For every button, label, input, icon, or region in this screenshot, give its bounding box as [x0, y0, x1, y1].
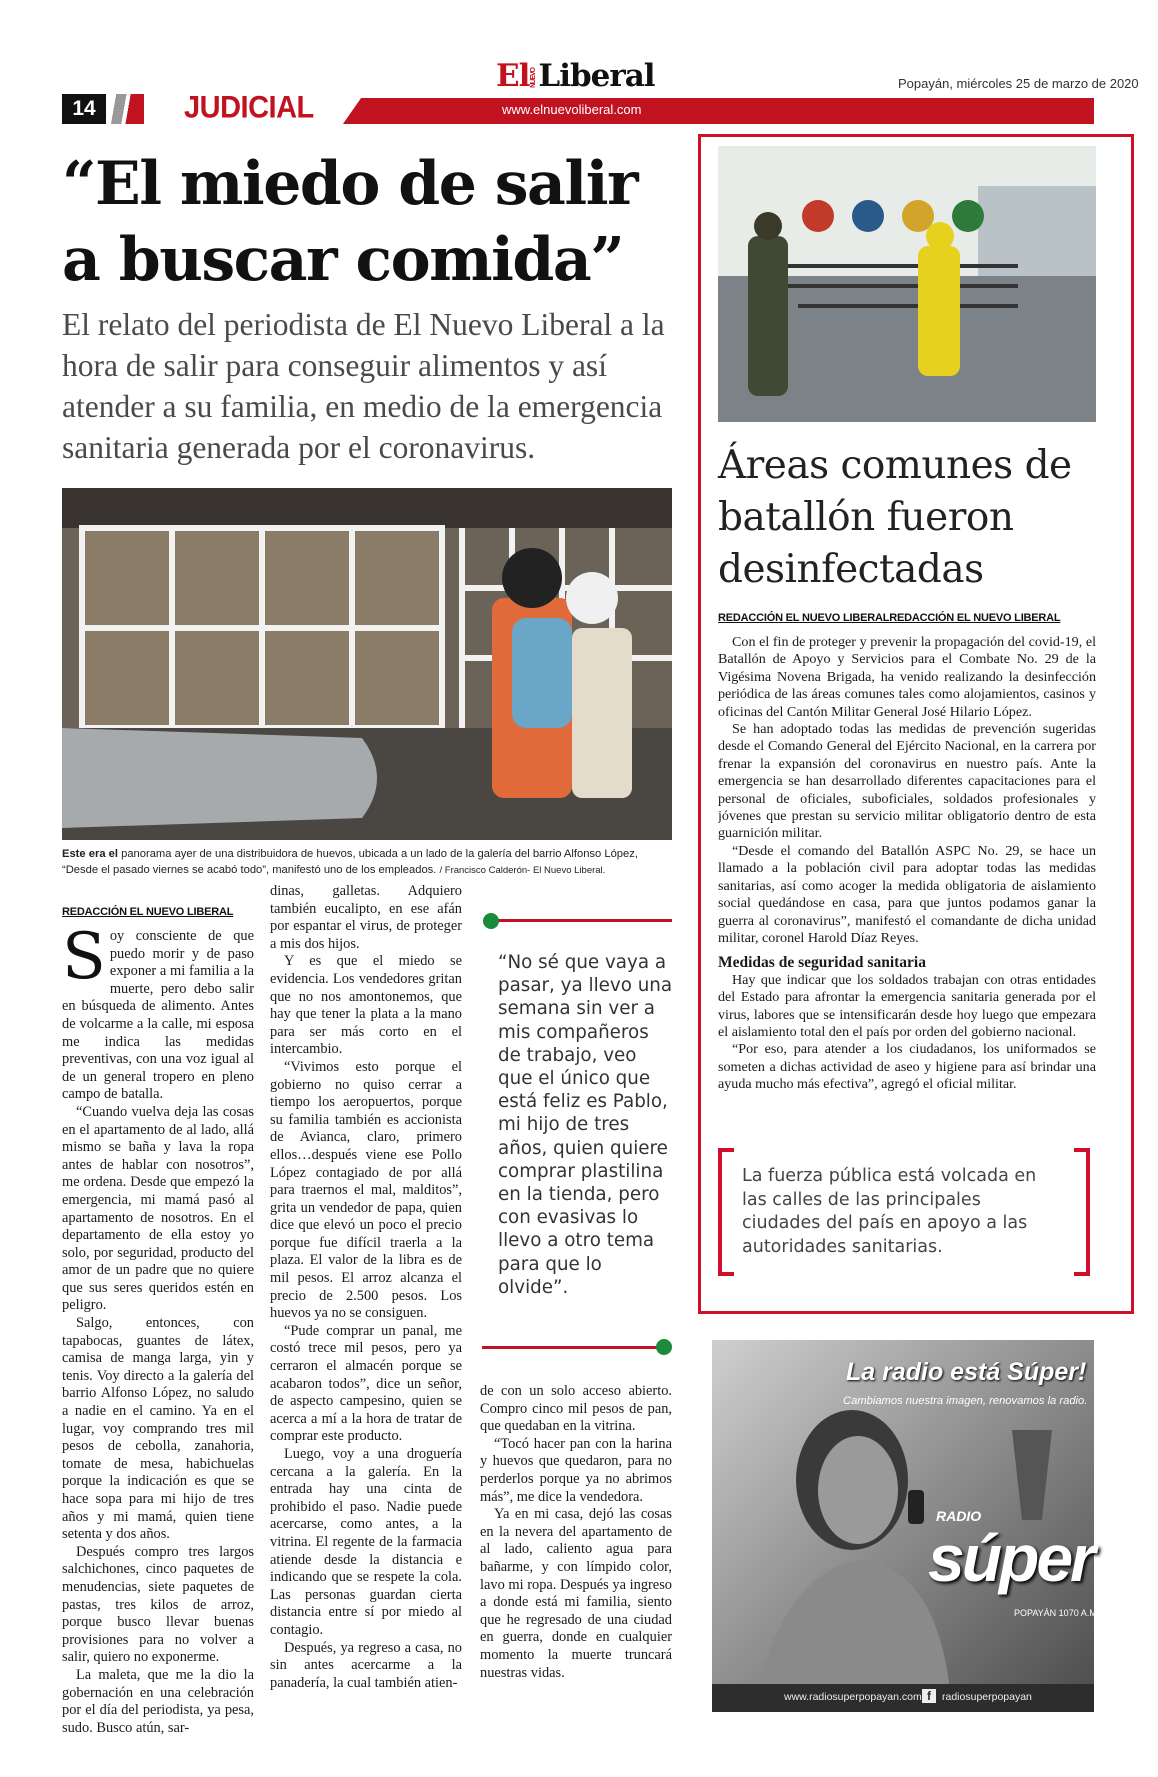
- side-article-body: Con el fin de proteger y prevenir la propagación del covid-19, el Batallón de Apoyo y Servicios para el Combate No. 29 de la Vigésima Novena Brigada, ha venido realizando la desinfección periódica de las áreas comunes tales como alojamientos, casinos y oficinas del Cantón Militar General José Hilario López. Se han adoptado todas las medidas de prevención sugeridas desde el Comando General del Ejército Nacional, en la carrera por frenar la expansión del coronavirus en nuestro país. Ante la emergencia se han desarrollado diferentes capacitaciones para el personal de oficiales, suboficiales, soldados profesionales y jóvenes que prestan su servicio militar obligatorio dentro de esta guarnición militar. “Desde el comando del Batallón ASPC No. 29, se hace un llamado a la población civil para adoptar todas las medidas sanitarias, así como acoger la medida obligatoria de aislamiento social quedándose en casa, para que juntos podamos ganar la guerra al coronavirus”, manifestó el comandante de dicha unidad militar, coronel Harold Díaz Reyes. Medidas de seguridad sanitaria Hay que indicar que los soldados trabajan con otras entidades del Estado para afrontar la emergencia sanitaria generada por el virus, labores que se intensificarán desde hoy luego que empezara el aislamiento total den el país por orden del gobierno nacional. “Por eso, para atender a los ciudadanos, los uniformados se someten a dichas actividad de aseo y higiene para así brindar una ayuda mucho más efectiva”, agregó el oficial militar.: [718, 634, 1096, 1093]
- side-subheading: Medidas de seguridad sanitaria: [718, 954, 926, 972]
- side-pull-quote: La fuerza pública está volcada en las calles de las principales ciudades del país en apoyo a las autoridades sanitarias.: [742, 1166, 1037, 1257]
- ad-facebook-handle[interactable]: radiosuperpopayan: [942, 1691, 1032, 1703]
- section-stripe: [108, 94, 144, 124]
- ad-slogan: La radio está Súper!: [846, 1358, 1087, 1386]
- article-column-1: Soy consciente de que puedo morir y de paso exponer a mi familia a la muerte, pero debo salir en búsqueda de alimento. Antes de volcarme a la calle, mi esposa me indica las medidas preventivas, con una voz igual al de un general tropero en pleno campo de batalla. “Cuando vuelva deja las cosas en el apartamento de al lado, allá mismo se baña y lava la ropa antes de hablar con nosotros”, me ordena. Desde que empezó la emergencia, mi mamá pasó al apartamento de nosotros. En el departamento de ella estoy yo solo, por seguridad, producto del amor de un padre que no quiere que sus seres queridos estén en peligro. Salgo, entonces, con tapabocas, guantes de látex, camisa de manga larga, yin y tenis. Voy directo a la galería del barrio Alfonso López, no saludo a nadie en el camino. Ya en el lugar, voy comprando tres mil pesos de cebolla, zanahoria, tomate de mesa, habichuelas porque la indicación es que se hace sopa para mi hijo de tres años y mi mamá, quien tiene setenta y dos años. Después compro tres largos salchichones, cinco paquetes de menudencias, siete paquetes de pastas, tres kilos de arroz, porque busco llevar buenas provisiones para no volver a salir, quiero no exponerme. La maleta, que me la dio la gobernación en una celebración por el día del periodista, ya pesa, sudo. Busco atún, sar-: [62, 928, 254, 1736]
- article-column-3: de con un solo acceso abierto. Compro cinco mil pesos de pan, que quedaban en la vitrina. “Tocó hacer pan con la harina y huevos que quedaron, para no perderlos porque ya no abrimos más”, me dice la vendedora. Ya en mi casa, dejó las cosas en la nevera del apartamento de al lado, caliento agua para bañarme, y con límpido color, lavo mi ropa. Después ya ingreso a donde está mi familia, siento que he regresado de una ciudad en guerra, donde en cualquier momento la muerte truncará nuestras vidas.: [480, 1383, 672, 1681]
- side-headline: Áreas comunes de batallón fueron desinfectadas: [718, 443, 1072, 592]
- ad-frequency: POPAYÁN 1070 A.M.: [1014, 1608, 1100, 1618]
- main-byline: REDACCIÓN EL NUEVO LIBERAL: [62, 906, 234, 918]
- main-subhead: El relato del periodista de El Nuevo Liberal a la hora de salir para conseguir alimentos y así atender a su familia, en medio de la emergencia sanitaria generada por el coronavirus.: [62, 307, 665, 465]
- ad-brand-label: RADIO: [936, 1508, 982, 1524]
- newspaper-logo: ElNUEVOLiberal: [496, 58, 655, 94]
- article-column-2: dinas, galletas. Adquiero también eucalipto, en ese afán por espantar el virus, de proteger a mis dos hijos. Y es que el miedo se evidencia. Los vendedores gritan que no nos amontonemos, que hay que tener la plata a la mano para ser más corto en el intercambio. “Vivimos esto porque el gobierno no quiso cerrar a tiempo los aeropuertos, porque su familia también es accionista de Avianca, claro, primero ellos…después viene ese Pollo López contagiado de por allá para traernos el mal, malditos”, grita un vendedor de papa, quien dice que elevó un poco el precio porque fue difícil traerla a la plaza. El valor de la libra es de mil pesos. El arroz alcanza el precio de 2.500 pesos. Los huevos ya no se consiguen. “Pude comprar un panal, me costó trece mil pesos, pero ya cerraron el almacén porque se acabaron todos”, dice un señor, de aspecto campesino, quien se acerca a mí a la hora de tratar de comprar este producto. Luego, voy a una droguería cercana a la galería. En la entrada hay una cinta de prohibido el paso. Nadie puede acercarse, como antes, a la vitrina. El regente de la farmacia atiende desde la distancia e indicando que se respete la cola. Las personas guardan cierta distancia entre sí por miedo al contagio. Después, ya regreso a casa, no sin antes acercarme a la panadería, la cual también atien-: [270, 883, 462, 1691]
- ad-website-link[interactable]: www.radiosuperpopayan.com: [784, 1691, 922, 1703]
- pull-quote-rule-top: [490, 919, 672, 922]
- egg-store-photo: [62, 488, 672, 840]
- quote-bracket-left: [718, 1148, 734, 1276]
- issue-date: Popayán, miércoles 25 de marzo de 2020: [898, 76, 1139, 91]
- side-byline: REDACCIÓN EL NUEVO LIBERALREDACCIÓN EL NUEVO LIBERAL: [718, 612, 1061, 624]
- pull-quote-dot-icon: [483, 913, 499, 929]
- drop-cap: S: [62, 928, 106, 994]
- pull-quote-dot-icon: [656, 1339, 672, 1355]
- pull-quote: “No sé que vaya a pasar, ya llevo una semana sin ver a mis compañeros de trabajo, veo que el único que está feliz es Pablo, mi hijo de tres años, quien quiere comprar plastilina en la tienda, pero con evasivas lo llevo a otro tema para que lo olvide”.: [498, 952, 673, 1298]
- pull-quote-rule-bottom: [482, 1346, 664, 1349]
- ad-brand-logo: súper: [928, 1521, 1093, 1595]
- battalion-photo: [718, 146, 1096, 422]
- ad-subline: Cambiamos nuestra imagen, renovamos la radio.: [843, 1395, 1088, 1407]
- website-url: www.elnuevoliberal.com: [502, 102, 642, 117]
- page-number: 14: [62, 94, 106, 124]
- photo-caption: Este era el panorama ayer de una distribuidora de huevos, ubicada a un lado de la galería del barrio Alfonso López, “Desde el pasado viernes se acabó todo”, manifestó uno de los empleados. / Francisco Calderón- El Nuevo Liberal.: [62, 848, 638, 876]
- section-bar: [340, 98, 1094, 124]
- main-headline: “El miedo de salir a buscar comida”: [62, 149, 638, 295]
- section-label: JUDICIAL: [184, 90, 314, 126]
- facebook-icon[interactable]: f: [922, 1689, 936, 1703]
- quote-bracket-right: [1074, 1148, 1090, 1276]
